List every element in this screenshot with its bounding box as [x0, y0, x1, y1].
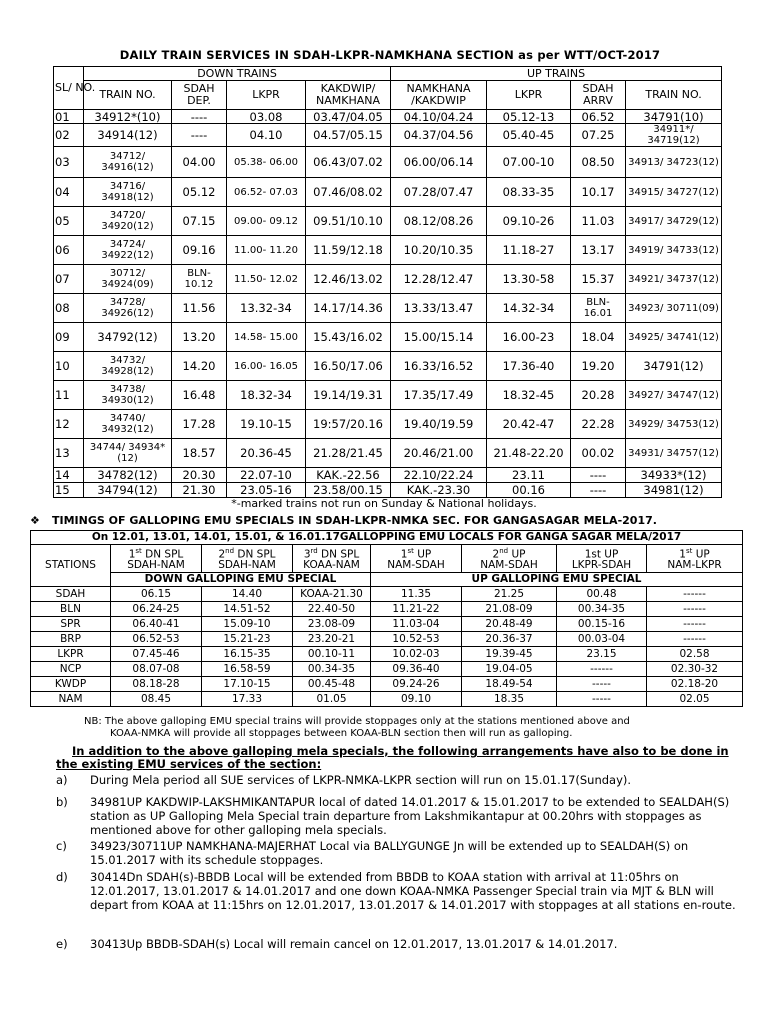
timing-cell: KOAA-21.30 [293, 587, 371, 602]
item-label: b) [56, 795, 68, 809]
table-cell: 14.17/14.36 [306, 294, 391, 323]
station-name-cell: BLN [31, 602, 111, 617]
sl-no-cell: 10 [54, 352, 84, 381]
table-cell: 34915/ 34727(12) [626, 178, 722, 207]
timing-cell: 06.15 [111, 587, 202, 602]
table-cell: 34933*(12) [626, 468, 722, 483]
column-header: SDAH DEP. [172, 81, 227, 110]
table-cell: 34740/ 34932(12) [84, 410, 172, 439]
table-cell: 04.10/04.24 [391, 110, 487, 124]
page-title: DAILY TRAIN SERVICES IN SDAH-LKPR-NAMKHANA SECTION as per WTT/OCT-2017 [119, 48, 661, 62]
timing-cell: 14.51-52 [202, 602, 293, 617]
table-cell: 34738/ 34930(12) [84, 381, 172, 410]
station-row [31, 617, 743, 632]
timing-cell: 08.45 [111, 692, 202, 707]
table-cell: 34791(10) [626, 110, 722, 124]
table-cell: 14.32-34 [487, 294, 571, 323]
table-cell: 22.07-10 [227, 468, 306, 483]
sl-no-cell: 07 [54, 265, 84, 294]
timing-cell: 00.10-11 [293, 647, 371, 662]
addl-line-2: the existing EMU services of the section: [56, 757, 322, 771]
timing-cell: 06.40-41 [111, 617, 202, 632]
sl-no-header: SL/ NO. [54, 67, 84, 110]
daily-train-table [53, 66, 722, 498]
timing-cell: 21.25 [462, 587, 557, 602]
timing-cell: 02.05 [647, 692, 743, 707]
table-cell: ---- [571, 468, 626, 483]
timing-cell: ------ [647, 587, 743, 602]
table-cell: 21.28/21.45 [306, 439, 391, 468]
column-header: LKPR [487, 81, 571, 110]
table-cell: 20.42-47 [487, 410, 571, 439]
sl-no-cell: 05 [54, 207, 84, 236]
column-header: SDAH ARRV [571, 81, 626, 110]
timing-cell: 00.48 [557, 587, 647, 602]
table-cell: 04.57/05.15 [306, 124, 391, 147]
table-cell: 20.36-45 [227, 439, 306, 468]
timing-cell: 09.36-40 [371, 662, 462, 677]
table-row [54, 294, 722, 323]
table-cell: 06.43/07.02 [306, 147, 391, 178]
table-cell: 23.11 [487, 468, 571, 483]
timing-cell: 20.48-49 [462, 617, 557, 632]
table-cell: 30712/ 34924(09) [84, 265, 172, 294]
table-row [54, 439, 722, 468]
column-header: TRAIN NO. [626, 81, 722, 110]
table-cell: 07.00-10 [487, 147, 571, 178]
timing-cell: 00.34-35 [293, 662, 371, 677]
timing-cell: 23.15 [557, 647, 647, 662]
table-cell: 34791(12) [626, 352, 722, 381]
table-cell: 08.12/08.26 [391, 207, 487, 236]
table-cell: 11.18-27 [487, 236, 571, 265]
table-cell: 34917/ 34729(12) [626, 207, 722, 236]
table-cell: 34724/ 34922(12) [84, 236, 172, 265]
nb-line-2: KOAA-NMKA will provide all stoppages between KOAA-BLN section then will run as galloping. [110, 728, 573, 739]
table-cell: 11.56 [172, 294, 227, 323]
table-cell: 20.30 [172, 468, 227, 483]
table-cell: 08.33-35 [487, 178, 571, 207]
table-cell: 34914(12) [84, 124, 172, 147]
timing-cell: 21.08-09 [462, 602, 557, 617]
table-cell: 19.14/19.31 [306, 381, 391, 410]
table-cell: 05.12-13 [487, 110, 571, 124]
train-column-header: 1st UP NAM-SDAH [371, 545, 462, 573]
sl-no-cell: 06 [54, 236, 84, 265]
table-cell: 17.28 [172, 410, 227, 439]
table-cell: 20.46/21.00 [391, 439, 487, 468]
nb-note [84, 716, 734, 740]
table-row [54, 178, 722, 207]
diamond-bullet-icon: ❖ [30, 514, 40, 527]
table-cell: 18.57 [172, 439, 227, 468]
table-row [54, 352, 722, 381]
item-label: e) [56, 937, 68, 951]
station-row [31, 602, 743, 617]
table-cell: 16.00-23 [487, 323, 571, 352]
timing-cell: 11.35 [371, 587, 462, 602]
table-cell: 23.05-16 [227, 483, 306, 498]
sl-no-cell: 04 [54, 178, 84, 207]
table-cell: 21.48-22.20 [487, 439, 571, 468]
table-cell: 19.10-15 [227, 410, 306, 439]
timing-cell: 10.52-53 [371, 632, 462, 647]
down-trains-header: DOWN TRAINS [84, 67, 391, 81]
column-header: NAMKHANA /KAKDWIP [391, 81, 487, 110]
timing-cell: 10.02-03 [371, 647, 462, 662]
mela-banner: On 12.01, 13.01, 14.01, 15.01, & 16.01.17GALLOPPING EMU LOCALS FOR GANGA SAGAR MELA/2017 [31, 531, 743, 545]
table-cell: 04.00 [172, 147, 227, 178]
timing-cell: ----- [557, 677, 647, 692]
table-cell: 18.04 [571, 323, 626, 352]
timing-cell: 19.04-05 [462, 662, 557, 677]
table-cell: 05.40-45 [487, 124, 571, 147]
timing-cell: 23.08-09 [293, 617, 371, 632]
column-header: LKPR [227, 81, 306, 110]
table-cell: 34732/ 34928(12) [84, 352, 172, 381]
table-cell: 00.16 [487, 483, 571, 498]
timing-cell: 11.21-22 [371, 602, 462, 617]
table-cell: 07.46/08.02 [306, 178, 391, 207]
timing-cell: 00.45-48 [293, 677, 371, 692]
sl-no-cell: 11 [54, 381, 84, 410]
table-cell: 07.15 [172, 207, 227, 236]
table-row [54, 147, 722, 178]
item-label: d) [56, 870, 68, 884]
table-cell: 18.32-45 [487, 381, 571, 410]
station-row [31, 677, 743, 692]
table-cell: ---- [571, 483, 626, 498]
table-cell: ---- [172, 124, 227, 147]
table-cell: 03.47/04.05 [306, 110, 391, 124]
table-cell: KAK.-22.56 [306, 468, 391, 483]
timing-cell: 16.58-59 [202, 662, 293, 677]
table-cell: 19.40/19.59 [391, 410, 487, 439]
table-cell: BLN- 16.01 [571, 294, 626, 323]
down-galloping-label: DOWN GALLOPING EMU SPECIAL [111, 573, 371, 587]
table-cell: 34981(12) [626, 483, 722, 498]
item-label: c) [56, 839, 67, 853]
table-cell: 08.50 [571, 147, 626, 178]
table-cell: ---- [172, 110, 227, 124]
train-column-header: 1st DN SPL SDAH-NAM [111, 545, 202, 573]
sl-no-cell: 02 [54, 124, 84, 147]
table-cell: 13.30-58 [487, 265, 571, 294]
table-cell: 03.08 [227, 110, 306, 124]
table-cell: 07.28/07.47 [391, 178, 487, 207]
column-header: TRAIN NO. [84, 81, 172, 110]
table-cell: 13.32-34 [227, 294, 306, 323]
table-cell: 04.37/04.56 [391, 124, 487, 147]
sl-no-cell: 12 [54, 410, 84, 439]
table-cell: 13.17 [571, 236, 626, 265]
item-text: 34981UP KAKDWIP-LAKSHMIKANTAPUR local of dated 14.01.2017 & 15.01.2017 to be extended to SEALDAH(S) station as UP Galloping Mela Special train departure from Lakshmikantapur at 00.20hrs with stoppages as mentioned above for other galloping mela specials. [90, 795, 730, 837]
table-cell: 17.36-40 [487, 352, 571, 381]
table-cell: 34792(12) [84, 323, 172, 352]
station-row [31, 587, 743, 602]
table-cell: 34744/ 34934*(12) [84, 439, 172, 468]
table-cell: 34925/ 34741(12) [626, 323, 722, 352]
station-name-cell: BRP [31, 632, 111, 647]
timing-cell: 17.33 [202, 692, 293, 707]
table-cell: 12.28/12.47 [391, 265, 487, 294]
table-cell: 22.10/22.24 [391, 468, 487, 483]
table-cell: 34712/ 34916(12) [84, 147, 172, 178]
table-cell: 34929/ 34753(12) [626, 410, 722, 439]
table-cell: 34716/ 34918(12) [84, 178, 172, 207]
station-name-cell: LKPR [31, 647, 111, 662]
timing-cell: 08.18-28 [111, 677, 202, 692]
item-label: a) [56, 773, 68, 787]
timing-cell: 02.30-32 [647, 662, 743, 677]
station-name-cell: SPR [31, 617, 111, 632]
timing-cell: 07.45-46 [111, 647, 202, 662]
table-cell: 14.58- 15.00 [227, 323, 306, 352]
table-row [54, 483, 722, 498]
table-cell: 09.00- 09.12 [227, 207, 306, 236]
stations-header: STATIONS [31, 545, 111, 587]
table-cell: 04.10 [227, 124, 306, 147]
train-column-header: 1st UP NAM-LKPR [647, 545, 743, 573]
table-cell: 34911*/ 34719(12) [626, 124, 722, 147]
sl-no-cell: 03 [54, 147, 84, 178]
sl-no-cell: 09 [54, 323, 84, 352]
timing-cell: ----- [557, 692, 647, 707]
sl-no-cell: 15 [54, 483, 84, 498]
table-cell: 06.52 [571, 110, 626, 124]
table-row [54, 236, 722, 265]
table-cell: 11.50- 12.02 [227, 265, 306, 294]
station-row [31, 647, 743, 662]
sl-no-cell: 08 [54, 294, 84, 323]
table-cell: 34728/ 34926(12) [84, 294, 172, 323]
table-cell: 06.52- 07.03 [227, 178, 306, 207]
table-cell: 19.20 [571, 352, 626, 381]
timing-cell: 16.15-35 [202, 647, 293, 662]
timing-cell: 06.24-25 [111, 602, 202, 617]
station-name-cell: NAM [31, 692, 111, 707]
timing-cell: 18.35 [462, 692, 557, 707]
table-cell: 16.48 [172, 381, 227, 410]
station-row [31, 692, 743, 707]
sl-no-cell: 13 [54, 439, 84, 468]
station-name-cell: KWDP [31, 677, 111, 692]
table-cell: 34921/ 34737(12) [626, 265, 722, 294]
table-cell: 19:57/20.16 [306, 410, 391, 439]
table-cell: 16.50/17.06 [306, 352, 391, 381]
table-cell: 15.37 [571, 265, 626, 294]
timing-cell: 00.03-04 [557, 632, 647, 647]
table-cell: 34919/ 34733(12) [626, 236, 722, 265]
timing-cell: 06.52-53 [111, 632, 202, 647]
table-cell: 34923/ 30711(09) [626, 294, 722, 323]
station-row [31, 662, 743, 677]
table-cell: 34782(12) [84, 468, 172, 483]
timing-cell: ------ [647, 617, 743, 632]
table-cell: 15.00/15.14 [391, 323, 487, 352]
table-cell: 34931/ 34757(12) [626, 439, 722, 468]
station-name-cell: NCP [31, 662, 111, 677]
timing-cell: 18.49-54 [462, 677, 557, 692]
table-cell: 11.00- 11.20 [227, 236, 306, 265]
table-row [54, 323, 722, 352]
table-row [54, 468, 722, 483]
table-cell: 10.20/10.35 [391, 236, 487, 265]
item-text: 30414Dn SDAH(s)-BBDB Local will be extended from BBDB to KOAA station with arrival at 11:05hrs on 12.01.2017, 13.01.2017 & 14.01.2017 and one down KOAA-NMKA Passenger Special train via MJT & BLN will depart from KOAA at 11:15hrs on 12.01.2017, 13.01.2017 & 14.01.2017 with stoppages at all stations en-route. [90, 870, 736, 912]
timing-cell: 15.09-10 [202, 617, 293, 632]
table-cell: 12.46/13.02 [306, 265, 391, 294]
nb-line-1: NB: The above galloping EMU special trains will provide stoppages only at the stations mentioned above and [84, 716, 630, 727]
table-cell: 17.35/17.49 [391, 381, 487, 410]
timing-cell: 15.21-23 [202, 632, 293, 647]
table-cell: 16.00- 16.05 [227, 352, 306, 381]
table-cell: 07.25 [571, 124, 626, 147]
section-title-galloping [30, 514, 750, 527]
table-cell: 16.33/16.52 [391, 352, 487, 381]
table-cell: 00.02 [571, 439, 626, 468]
table-cell: 05.38- 06.00 [227, 147, 306, 178]
timing-cell: 02.18-20 [647, 677, 743, 692]
timing-cell: 17.10-15 [202, 677, 293, 692]
column-header: KAKDWIP/ NAMKHANA [306, 81, 391, 110]
timing-cell: ------ [647, 602, 743, 617]
galloping-emu-table [30, 530, 743, 707]
up-galloping-label: UP GALLOPING EMU SPECIAL [371, 573, 743, 587]
train-column-header: 3rd DN SPL KOAA-NAM [293, 545, 371, 573]
timing-cell: 09.24-26 [371, 677, 462, 692]
item-text: During Mela period all SUE services of LKPR-NMKA-LKPR section will run on 15.01.17(Sunday). [90, 773, 632, 787]
table-cell: 11.59/12.18 [306, 236, 391, 265]
timing-cell: ------ [647, 632, 743, 647]
table-row [54, 410, 722, 439]
table-cell: 09.51/10.10 [306, 207, 391, 236]
sl-no-cell: 01 [54, 110, 84, 124]
table-cell: 05.12 [172, 178, 227, 207]
table-cell: KAK.-23.30 [391, 483, 487, 498]
item-text: 34923/30711UP NAMKHANA-MAJERHAT Local via BALLYGUNGE Jn will be extended up to SEALDAH(S) on 15.01.2017 with its schedule stoppages. [90, 839, 689, 867]
item-text: 30413Up BBDB-SDAH(s) Local will remain cancel on 12.01.2017, 13.01.2017 & 14.01.2017. [90, 937, 618, 951]
additional-arrangements-heading [56, 745, 756, 771]
table-cell: 13.20 [172, 323, 227, 352]
sl-no-cell: 14 [54, 468, 84, 483]
table-row [54, 110, 722, 124]
station-name-cell: SDAH [31, 587, 111, 602]
timing-cell: 22.40-50 [293, 602, 371, 617]
table-cell: 34794(12) [84, 483, 172, 498]
train-column-header: 2nd DN SPL SDAH-NAM [202, 545, 293, 573]
table-cell: 34720/ 34920(12) [84, 207, 172, 236]
section-title-text: TIMINGS OF GALLOPING EMU SPECIALS IN SDAH-LKPR-NMKA SEC. FOR GANGASAGAR MELA-2017. [52, 514, 657, 527]
table-cell: 34927/ 34747(12) [626, 381, 722, 410]
table-cell: 13.33/13.47 [391, 294, 487, 323]
timing-cell: 19.39-45 [462, 647, 557, 662]
table-cell: 34912*(10) [84, 110, 172, 124]
train-column-header: 2nd UP NAM-SDAH [462, 545, 557, 573]
timing-cell: ------ [557, 662, 647, 677]
table-row [54, 381, 722, 410]
table-cell: 14.20 [172, 352, 227, 381]
table-row [54, 265, 722, 294]
station-row [31, 632, 743, 647]
table-row [54, 207, 722, 236]
timing-cell: 11.03-04 [371, 617, 462, 632]
addl-line-1: In addition to the above galloping mela specials, the following arrangements have also to be done in [72, 744, 729, 758]
table-cell: 18.32-34 [227, 381, 306, 410]
table-cell: 23.58/00.15 [306, 483, 391, 498]
timing-cell: 00.34-35 [557, 602, 647, 617]
table-cell: 09.16 [172, 236, 227, 265]
table-cell: 22.28 [571, 410, 626, 439]
timing-cell: 00.15-16 [557, 617, 647, 632]
table-cell: 15.43/16.02 [306, 323, 391, 352]
timing-cell: 08.07-08 [111, 662, 202, 677]
table-cell: 10.17 [571, 178, 626, 207]
timing-cell: 01.05 [293, 692, 371, 707]
table-cell: 21.30 [172, 483, 227, 498]
table-cell: BLN- 10.12 [172, 265, 227, 294]
train-column-header: 1st UP LKPR-SDAH [557, 545, 647, 573]
timing-cell: 20.36-37 [462, 632, 557, 647]
table-row [54, 124, 722, 147]
table-cell: 06.00/06.14 [391, 147, 487, 178]
timing-cell: 09.10 [371, 692, 462, 707]
timing-cell: 23.20-21 [293, 632, 371, 647]
table-cell: 09.10-26 [487, 207, 571, 236]
footnote: *-marked trains not run on Sunday & National holidays. [231, 497, 537, 510]
up-trains-header: UP TRAINS [391, 67, 722, 81]
table-cell: 11.03 [571, 207, 626, 236]
timing-cell: 14.40 [202, 587, 293, 602]
table-cell: 34913/ 34723(12) [626, 147, 722, 178]
table-cell: 20.28 [571, 381, 626, 410]
timing-cell: 02.58 [647, 647, 743, 662]
